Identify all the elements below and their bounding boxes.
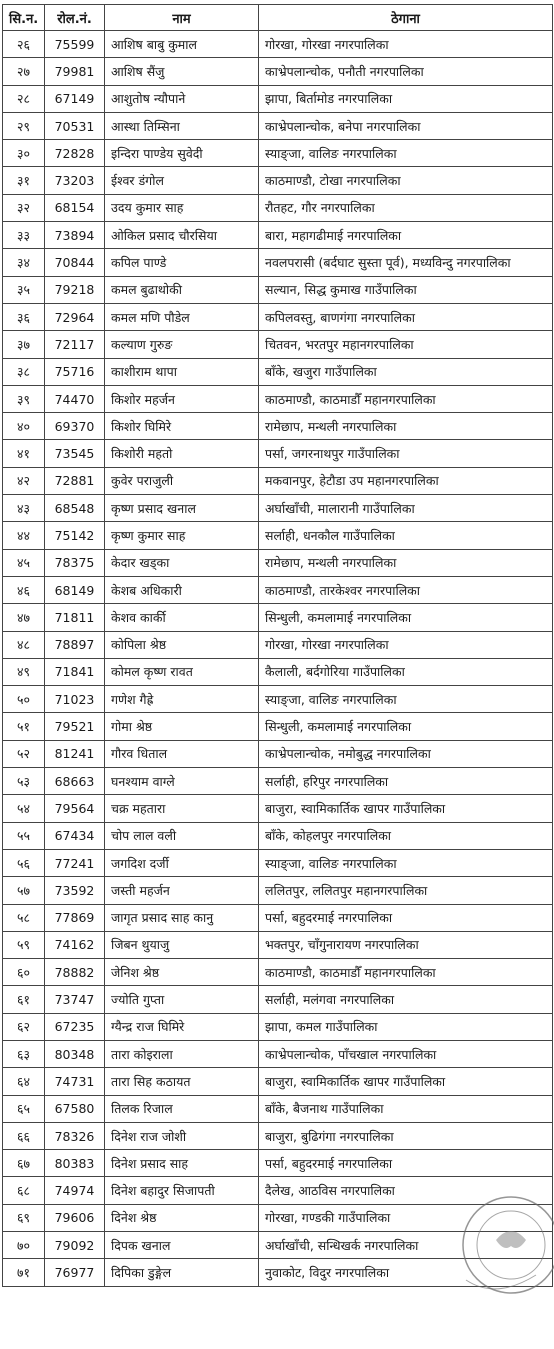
candidate-name: केशब अधिकारी xyxy=(105,576,259,603)
table-row xyxy=(3,85,553,112)
candidate-address: पर्सा, बहुदरमाई नगरपालिका xyxy=(259,1150,553,1177)
candidate-address: चितवन, भरतपुर महानगरपालिका xyxy=(259,331,553,358)
candidate-address: झापा, बिर्तामोड नगरपालिका xyxy=(259,85,553,112)
candidate-name: कृष्ण कुमार साह xyxy=(105,522,259,549)
roll-number: 77869 xyxy=(45,904,105,931)
roll-number: 72881 xyxy=(45,467,105,494)
candidate-name: आशिष बाबु कुमाल xyxy=(105,31,259,58)
table-row xyxy=(3,740,553,767)
roll-number: 79981 xyxy=(45,58,105,85)
roll-number: 73747 xyxy=(45,986,105,1013)
serial-number: ४६ xyxy=(3,576,45,603)
candidate-address: झापा, कमल गाउँपालिका xyxy=(259,1013,553,1040)
roll-number: 76977 xyxy=(45,1259,105,1286)
candidate-name: चक्र महतारा xyxy=(105,795,259,822)
serial-number: ६७ xyxy=(3,1150,45,1177)
candidate-address: अर्घाखाँची, मालारानी गाउँपालिका xyxy=(259,495,553,522)
table-row xyxy=(3,413,553,440)
candidate-address: कपिलवस्तु, बाणगंगा नगरपालिका xyxy=(259,303,553,330)
serial-number: ५३ xyxy=(3,768,45,795)
serial-number: ७१ xyxy=(3,1259,45,1286)
serial-number: ५४ xyxy=(3,795,45,822)
roll-number: 75716 xyxy=(45,358,105,385)
roll-number: 72964 xyxy=(45,303,105,330)
candidate-address: बारा, महागढीमाई नगरपालिका xyxy=(259,222,553,249)
roll-number: 67434 xyxy=(45,822,105,849)
table-row xyxy=(3,686,553,713)
candidate-name: गणेश गैह्रे xyxy=(105,686,259,713)
candidate-name: गोमा श्रेष्ठ xyxy=(105,713,259,740)
candidate-name: केशव कार्की xyxy=(105,604,259,631)
candidate-name: दिनेश बहादुर सिजापती xyxy=(105,1177,259,1204)
table-row xyxy=(3,140,553,167)
table-row xyxy=(3,222,553,249)
roll-number: 67149 xyxy=(45,85,105,112)
candidate-address: स्याङ्जा, वालिङ नगरपालिका xyxy=(259,686,553,713)
roll-number: 79092 xyxy=(45,1232,105,1259)
table-row xyxy=(3,549,553,576)
roll-number: 68154 xyxy=(45,194,105,221)
candidate-name: उदय कुमार साह xyxy=(105,194,259,221)
candidate-address: काभ्रेपलान्चोक, पाँचखाल नगरपालिका xyxy=(259,1040,553,1067)
table-row xyxy=(3,522,553,549)
header-roll: रोल.नं. xyxy=(45,5,105,31)
table-row xyxy=(3,959,553,986)
serial-number: २७ xyxy=(3,58,45,85)
candidate-name: आशुतोष न्यौपाने xyxy=(105,85,259,112)
candidate-address: नवलपरासी (बर्दघाट सुस्ता पूर्व), मध्यविन्दु नगरपालिका xyxy=(259,249,553,276)
serial-number: ३५ xyxy=(3,276,45,303)
serial-number: ४३ xyxy=(3,495,45,522)
serial-number: ५० xyxy=(3,686,45,713)
candidate-address: काभ्रेपलान्चोक, बनेपा नगरपालिका xyxy=(259,112,553,139)
table-body xyxy=(3,31,553,1287)
serial-number: ५५ xyxy=(3,822,45,849)
serial-number: ५२ xyxy=(3,740,45,767)
table-row xyxy=(3,768,553,795)
candidate-address: काठमाण्डौ, टोखा नगरपालिका xyxy=(259,167,553,194)
candidate-name: इन्दिरा पाण्डेय सुवेदी xyxy=(105,140,259,167)
candidate-name: जागृत प्रसाद साह कानु xyxy=(105,904,259,931)
roll-number: 77241 xyxy=(45,849,105,876)
candidate-address: बाजुरा, बुढिगंगा नगरपालिका xyxy=(259,1122,553,1149)
roll-number: 79564 xyxy=(45,795,105,822)
serial-number: ३२ xyxy=(3,194,45,221)
table-row xyxy=(3,904,553,931)
serial-number: ३९ xyxy=(3,385,45,412)
candidate-name: घनश्याम वाग्ले xyxy=(105,768,259,795)
candidate-name: दिपिका डुङ्गेल xyxy=(105,1259,259,1286)
candidate-address: कैलाली, बर्दगोरिया गाउँपालिका xyxy=(259,658,553,685)
candidate-address: पर्सा, बहुदरमाई नगरपालिका xyxy=(259,904,553,931)
table-row xyxy=(3,58,553,85)
candidate-address: काठमाण्डौ, काठमाडौँ महानगरपालिका xyxy=(259,959,553,986)
table-row xyxy=(3,877,553,904)
candidate-name: जिबन थुयाजु xyxy=(105,931,259,958)
serial-number: ४८ xyxy=(3,631,45,658)
serial-number: ५८ xyxy=(3,904,45,931)
serial-number: ५७ xyxy=(3,877,45,904)
roll-number: 78897 xyxy=(45,631,105,658)
serial-number: ७० xyxy=(3,1232,45,1259)
serial-number: ३६ xyxy=(3,303,45,330)
candidate-name: कल्याण गुरुङ xyxy=(105,331,259,358)
table-row xyxy=(3,795,553,822)
candidate-address: मकवानपुर, हेटौडा उप महानगरपालिका xyxy=(259,467,553,494)
candidate-address: काभ्रेपलान्चोक, नमोबुद्ध नगरपालिका xyxy=(259,740,553,767)
serial-number: ५६ xyxy=(3,849,45,876)
serial-number: ६२ xyxy=(3,1013,45,1040)
serial-number: ५९ xyxy=(3,931,45,958)
header-name: नाम xyxy=(105,5,259,31)
table-row xyxy=(3,658,553,685)
roll-number: 75599 xyxy=(45,31,105,58)
roll-number: 73545 xyxy=(45,440,105,467)
serial-number: ४९ xyxy=(3,658,45,685)
roll-number: 78326 xyxy=(45,1122,105,1149)
table-row xyxy=(3,440,553,467)
candidate-name: ज्योति गुप्ता xyxy=(105,986,259,1013)
serial-number: ६३ xyxy=(3,1040,45,1067)
candidate-name: किशोर महर्जन xyxy=(105,385,259,412)
roll-number: 72828 xyxy=(45,140,105,167)
candidate-name: कोपिला श्रेष्ठ xyxy=(105,631,259,658)
candidate-address: बाँके, बैजनाथ गाउँपालिका xyxy=(259,1095,553,1122)
candidate-address: गोरखा, गोरखा नगरपालिका xyxy=(259,631,553,658)
roll-number: 67580 xyxy=(45,1095,105,1122)
table-row xyxy=(3,385,553,412)
candidate-name: गौरव धिताल xyxy=(105,740,259,767)
candidate-name: ग्यैन्द्र राज घिमिरे xyxy=(105,1013,259,1040)
roll-number: 71811 xyxy=(45,604,105,631)
roll-number: 73592 xyxy=(45,877,105,904)
serial-number: ३८ xyxy=(3,358,45,385)
candidate-address: बाजुरा, स्वामिकार्तिक खापर गाउँपालिका xyxy=(259,795,553,822)
serial-number: ४१ xyxy=(3,440,45,467)
serial-number: २६ xyxy=(3,31,45,58)
header-address: ठेगाना xyxy=(259,5,553,31)
table-row xyxy=(3,303,553,330)
candidate-name: ओकिल प्रसाद चौरसिया xyxy=(105,222,259,249)
candidate-name: तिलक रिजाल xyxy=(105,1095,259,1122)
table-header xyxy=(3,5,553,31)
candidate-name: कपिल पाण्डे xyxy=(105,249,259,276)
serial-number: २९ xyxy=(3,112,45,139)
roll-number: 74470 xyxy=(45,385,105,412)
candidate-name: कुवेर पराजुली xyxy=(105,467,259,494)
table-row xyxy=(3,931,553,958)
candidate-name: ईश्वर डंगोल xyxy=(105,167,259,194)
roll-number: 68663 xyxy=(45,768,105,795)
candidate-name: कोमल कृष्ण रावत xyxy=(105,658,259,685)
table-row xyxy=(3,849,553,876)
roll-number: 70531 xyxy=(45,112,105,139)
candidate-name: चोप लाल वली xyxy=(105,822,259,849)
header-sn: सि.न. xyxy=(3,5,45,31)
roll-number: 78375 xyxy=(45,549,105,576)
candidate-address: गोरखा, गण्डकी गाउँपालिका xyxy=(259,1204,553,1231)
candidate-address: ललितपुर, ललितपुर महानगरपालिका xyxy=(259,877,553,904)
candidate-address: रामेछाप, मन्थली नगरपालिका xyxy=(259,549,553,576)
candidate-address: दैलेख, आठविस नगरपालिका xyxy=(259,1177,553,1204)
candidate-name: जस्ती महर्जन xyxy=(105,877,259,904)
serial-number: ५१ xyxy=(3,713,45,740)
roll-number: 69370 xyxy=(45,413,105,440)
roll-number: 74731 xyxy=(45,1068,105,1095)
roll-number: 73894 xyxy=(45,222,105,249)
candidate-address: बाँके, खजुरा गाउँपालिका xyxy=(259,358,553,385)
table-row xyxy=(3,194,553,221)
serial-number: ६१ xyxy=(3,986,45,1013)
table-row xyxy=(3,822,553,849)
candidate-name: आस्था तिम्सिना xyxy=(105,112,259,139)
table-row xyxy=(3,249,553,276)
candidate-address: बाजुरा, स्वामिकार्तिक खापर गाउँपालिका xyxy=(259,1068,553,1095)
serial-number: ३१ xyxy=(3,167,45,194)
roll-number: 74162 xyxy=(45,931,105,958)
candidate-name: दिनेश प्रसाद साह xyxy=(105,1150,259,1177)
candidate-name: दिनेश श्रेष्ठ xyxy=(105,1204,259,1231)
candidate-address: नुवाकोट, विदुर नगरपालिका xyxy=(259,1259,553,1286)
table-row xyxy=(3,112,553,139)
candidate-name: केदार खड्का xyxy=(105,549,259,576)
serial-number: ४४ xyxy=(3,522,45,549)
serial-number: ६८ xyxy=(3,1177,45,1204)
candidate-address: भक्तपुर, चाँगुनारायण नगरपालिका xyxy=(259,931,553,958)
candidate-name: किशोरी महतो xyxy=(105,440,259,467)
serial-number: ६६ xyxy=(3,1122,45,1149)
candidate-address: काठमाण्डौ, काठमाडौँ महानगरपालिका xyxy=(259,385,553,412)
table-row xyxy=(3,1095,553,1122)
candidate-name: तारा कोइराला xyxy=(105,1040,259,1067)
official-seal-stamp xyxy=(456,1190,554,1300)
serial-number: ३३ xyxy=(3,222,45,249)
table-row xyxy=(3,167,553,194)
candidate-address: स्याङ्जा, वालिङ नगरपालिका xyxy=(259,849,553,876)
candidate-address: काभ्रेपलान्चोक, पनौती नगरपालिका xyxy=(259,58,553,85)
serial-number: ६४ xyxy=(3,1068,45,1095)
candidate-address: सिन्धुली, कमलामाई नगरपालिका xyxy=(259,604,553,631)
candidate-address: सर्लाही, धनकौल गाउँपालिका xyxy=(259,522,553,549)
candidate-name: जेनिश श्रेष्ठ xyxy=(105,959,259,986)
roll-number: 80383 xyxy=(45,1150,105,1177)
table-row xyxy=(3,31,553,58)
serial-number: २८ xyxy=(3,85,45,112)
candidate-name: कमल बुढाथोकी xyxy=(105,276,259,303)
roll-number: 75142 xyxy=(45,522,105,549)
serial-number: ४७ xyxy=(3,604,45,631)
serial-number: ३७ xyxy=(3,331,45,358)
candidate-address: बाँके, कोहलपुर नगरपालिका xyxy=(259,822,553,849)
serial-number: ६० xyxy=(3,959,45,986)
candidate-name: किशोर घिमिरे xyxy=(105,413,259,440)
candidate-address: सर्लाही, हरिपुर नगरपालिका xyxy=(259,768,553,795)
roll-number: 71023 xyxy=(45,686,105,713)
roll-number: 79521 xyxy=(45,713,105,740)
roll-number: 73203 xyxy=(45,167,105,194)
candidate-name: आशिष सैंजु xyxy=(105,58,259,85)
serial-number: ३४ xyxy=(3,249,45,276)
candidate-address: अर्घाखाँची, सन्धिखर्क नगरपालिका xyxy=(259,1232,553,1259)
header-row xyxy=(3,5,553,31)
candidate-name: तारा सिह कठायत xyxy=(105,1068,259,1095)
table-row xyxy=(3,276,553,303)
candidate-address: सर्लाही, मलंगवा नगरपालिका xyxy=(259,986,553,1013)
roll-number: 67235 xyxy=(45,1013,105,1040)
candidate-address: सल्यान, सिद्ध कुमाख गाउँपालिका xyxy=(259,276,553,303)
table-row xyxy=(3,495,553,522)
candidate-address: सिन्धुली, कमलामाई नगरपालिका xyxy=(259,713,553,740)
candidate-address: रामेछाप, मन्थली नगरपालिका xyxy=(259,413,553,440)
table-row xyxy=(3,713,553,740)
roll-number: 81241 xyxy=(45,740,105,767)
candidate-name: दिपक खनाल xyxy=(105,1232,259,1259)
table-row xyxy=(3,1040,553,1067)
candidate-address: स्याङ्जा, वालिङ नगरपालिका xyxy=(259,140,553,167)
candidate-name: कृष्ण प्रसाद खनाल xyxy=(105,495,259,522)
roll-number: 72117 xyxy=(45,331,105,358)
roll-number: 74974 xyxy=(45,1177,105,1204)
roll-number: 79218 xyxy=(45,276,105,303)
candidate-address: पर्सा, जगरनाथपुर गाउँपालिका xyxy=(259,440,553,467)
serial-number: ४२ xyxy=(3,467,45,494)
table-row xyxy=(3,1068,553,1095)
roll-number: 78882 xyxy=(45,959,105,986)
table-row xyxy=(3,1122,553,1149)
roll-number: 68149 xyxy=(45,576,105,603)
serial-number: ४० xyxy=(3,413,45,440)
candidate-name: काशीराम थापा xyxy=(105,358,259,385)
candidate-address: काठमाण्डौ, तारकेश्वर नगरपालिका xyxy=(259,576,553,603)
candidate-name: दिनेश राज जोशी xyxy=(105,1122,259,1149)
table-row xyxy=(3,467,553,494)
roll-number: 80348 xyxy=(45,1040,105,1067)
serial-number: ६९ xyxy=(3,1204,45,1231)
candidate-name: कमल मणि पौडेल xyxy=(105,303,259,330)
table-row xyxy=(3,986,553,1013)
candidate-table xyxy=(2,4,553,1287)
table-row xyxy=(3,576,553,603)
serial-number: ४५ xyxy=(3,549,45,576)
roll-number: 79606 xyxy=(45,1204,105,1231)
roll-number: 71841 xyxy=(45,658,105,685)
candidate-address: गोरखा, गोरखा नगरपालिका xyxy=(259,31,553,58)
candidate-address: रौतहट, गौर नगरपालिका xyxy=(259,194,553,221)
table-row xyxy=(3,1150,553,1177)
serial-number: ६५ xyxy=(3,1095,45,1122)
candidate-name: जगदिश दर्जी xyxy=(105,849,259,876)
table-row xyxy=(3,1013,553,1040)
table-row xyxy=(3,331,553,358)
roll-number: 68548 xyxy=(45,495,105,522)
table-row xyxy=(3,604,553,631)
table-row xyxy=(3,358,553,385)
table-row xyxy=(3,631,553,658)
roll-number: 70844 xyxy=(45,249,105,276)
serial-number: ३० xyxy=(3,140,45,167)
